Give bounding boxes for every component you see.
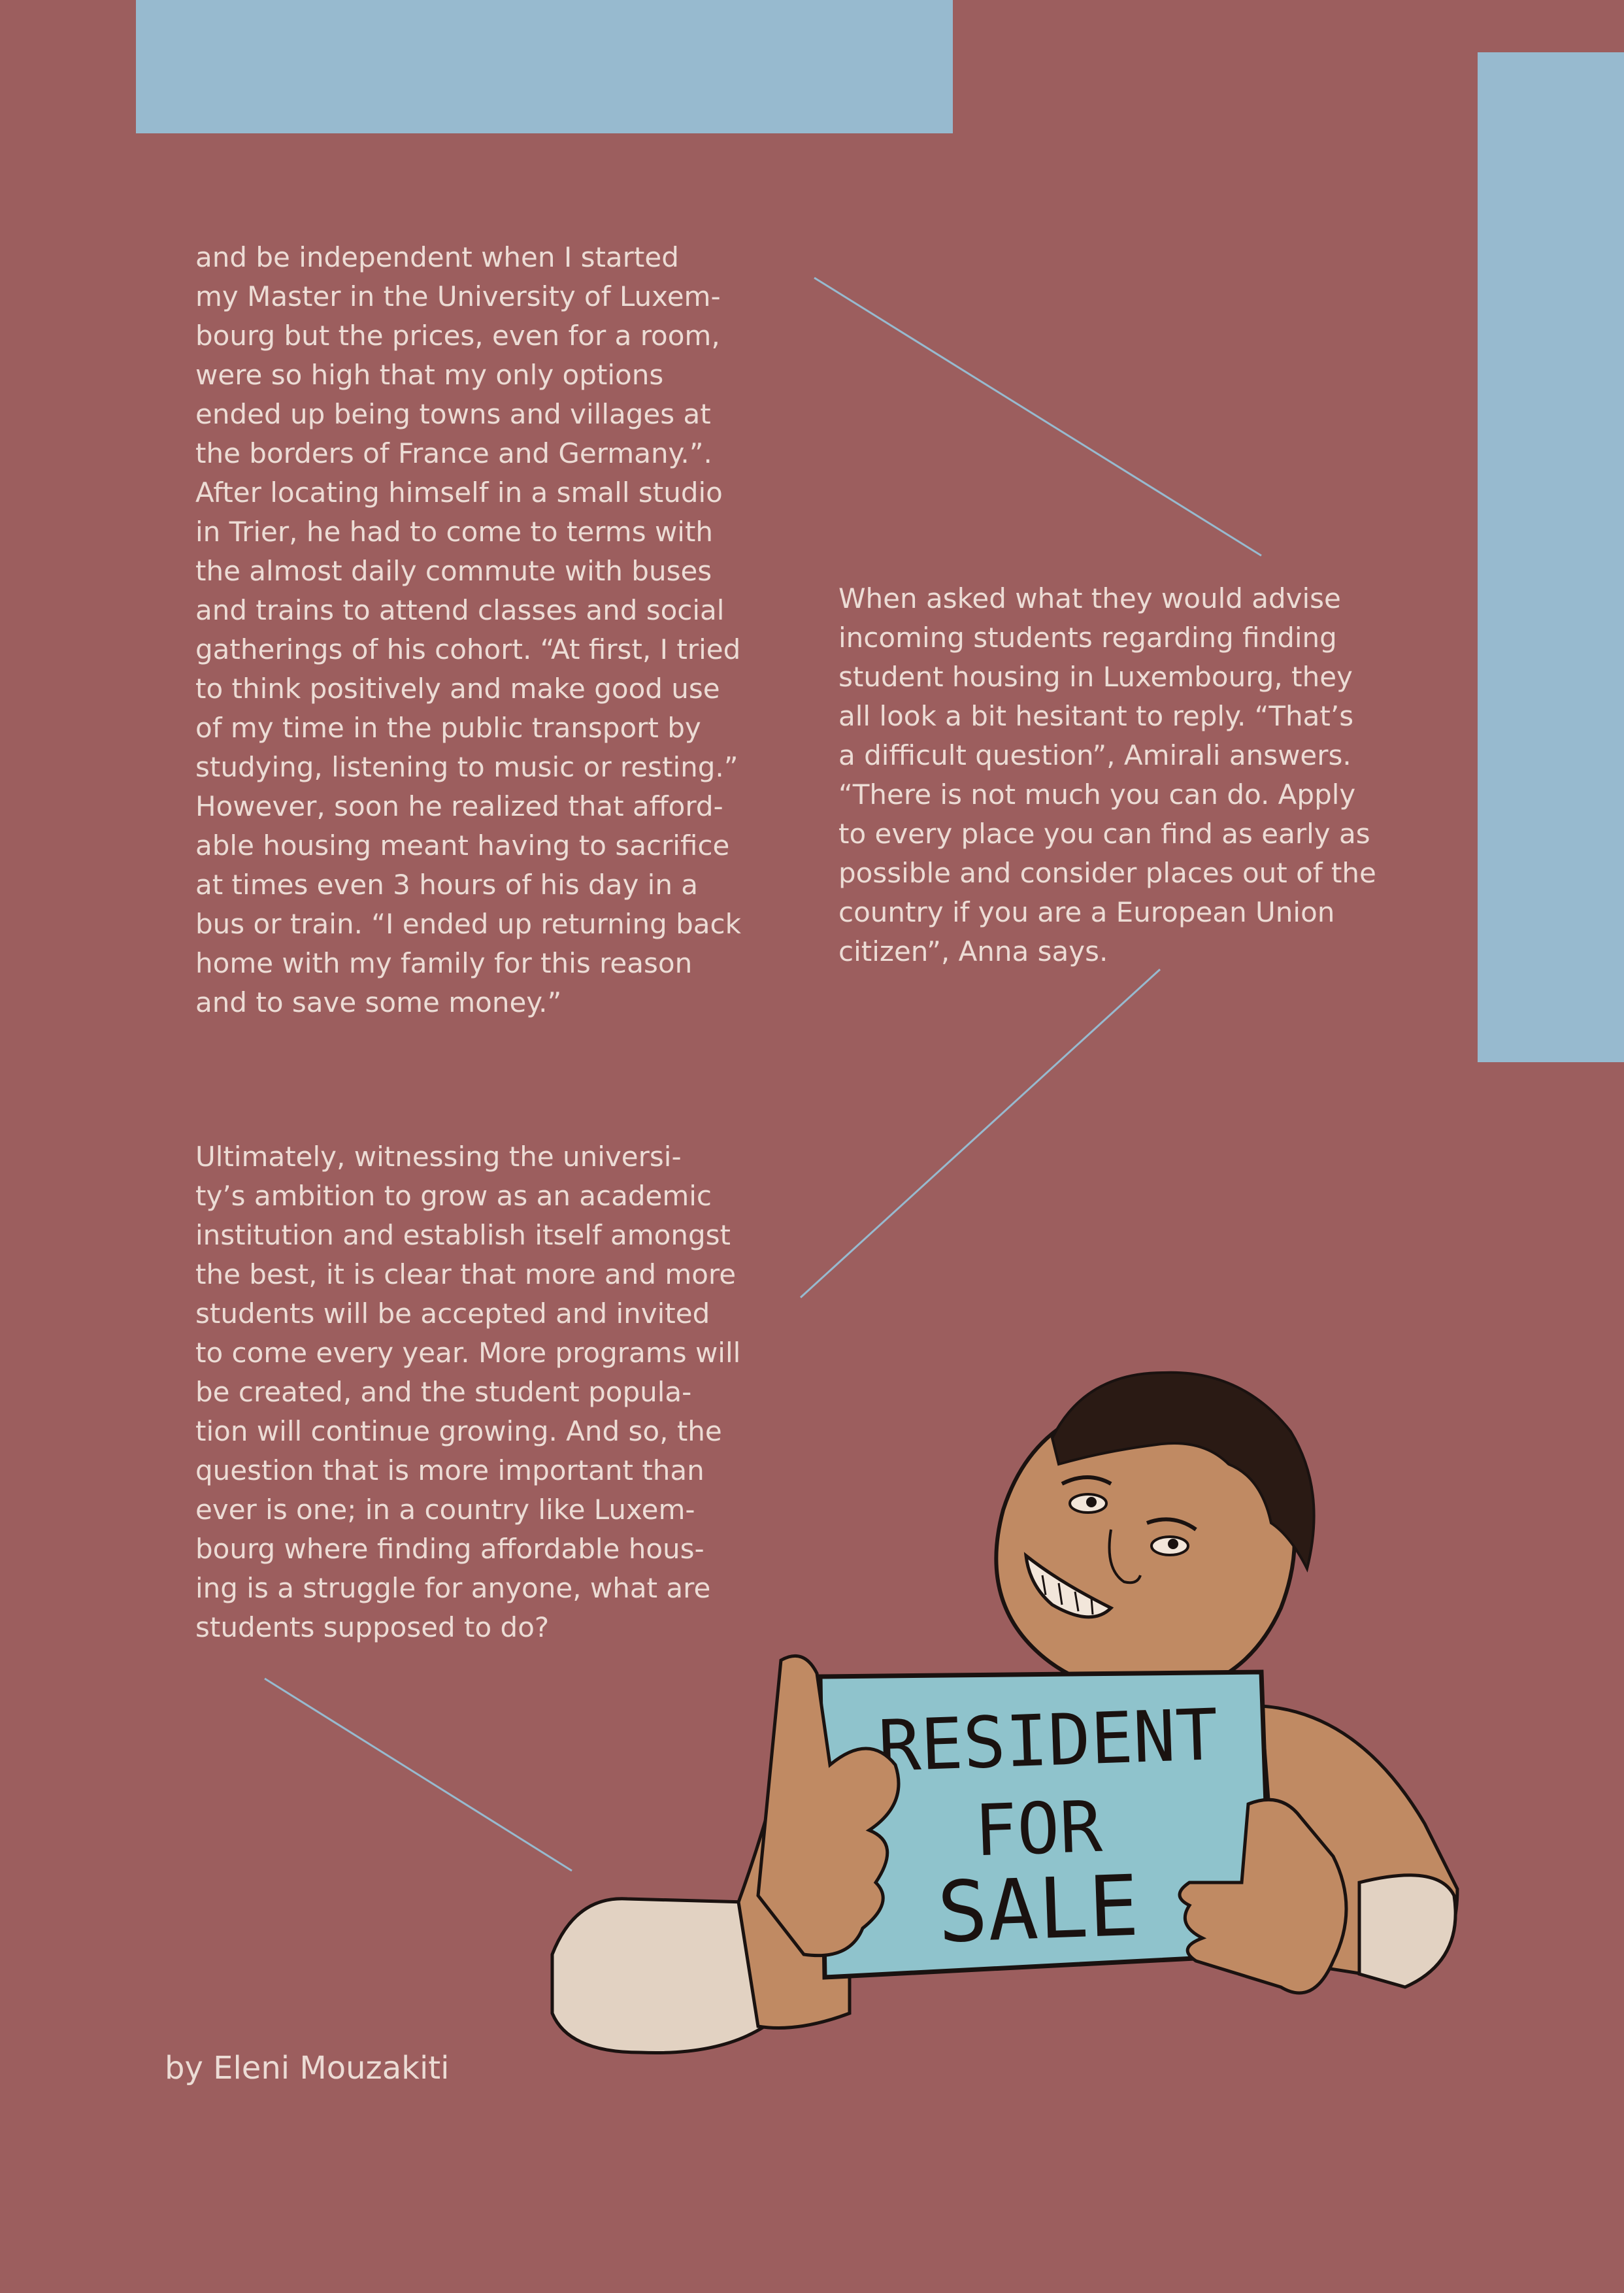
text-line: Ultimately, witnessing the universi- <box>195 1141 682 1173</box>
text-line: and to save some money.” <box>195 986 562 1018</box>
text-line: When asked what they would advise <box>838 582 1341 614</box>
text-line: the best, it is clear that more and more <box>195 1258 737 1290</box>
text-line: were so high that my only options <box>195 359 664 391</box>
text-line: gatherings of his cohort. “At first, I tried <box>195 633 741 665</box>
text-line: in Trier, he had to come to terms with <box>195 516 714 548</box>
text-line: students will be accepted and invited <box>195 1297 710 1330</box>
text-line: and trains to attend classes and social <box>195 594 725 626</box>
text-line: question that is more important than <box>195 1454 704 1486</box>
text-line: studying, listening to music or resting.” <box>195 751 738 783</box>
sleeve-right <box>1359 1875 1455 1987</box>
sign-line-3: SALE <box>935 1857 1141 1962</box>
text-line: bourg but the prices, even for a room, <box>195 320 720 352</box>
text-line: citizen”, Anna says. <box>838 935 1108 967</box>
text-line: at times even 3 hours of his day in a <box>195 869 699 901</box>
text-line: to think positively and make good use <box>195 673 720 705</box>
text-line: to every place you can find as early as <box>838 818 1370 850</box>
article-byline: by Eleni Mouzakiti <box>165 2050 450 2086</box>
text-line: incoming students regarding finding <box>838 622 1337 654</box>
text-line: However, soon he realized that afford- <box>195 790 723 822</box>
text-line: home with my family for this reason <box>195 947 693 979</box>
text-line: able housing meant having to sacrifice <box>195 829 730 862</box>
text-line: and be independent when I started <box>195 241 679 273</box>
text-line: “There is not much you can do. Apply <box>838 778 1356 811</box>
text-line: bourg where finding affordable hous- <box>195 1533 704 1565</box>
text-line: a difficult question”, Amirali answers. <box>838 739 1351 771</box>
text-line: ever is one; in a country like Luxem- <box>195 1494 695 1526</box>
text-line: to come every year. More programs will <box>195 1337 741 1369</box>
text-line: bus or train. “I ended up returning back <box>195 908 741 940</box>
sign-line-2: FOR <box>973 1786 1104 1873</box>
sign-line-1: RESIDENT <box>876 1694 1219 1788</box>
text-line: ty’s ambition to grow as an academic <box>195 1180 712 1212</box>
sleeve-left <box>552 1899 765 2053</box>
text-line: country if you are a European Union <box>838 896 1335 928</box>
text-line: the almost daily commute with buses <box>195 555 712 587</box>
text-line: institution and establish itself amongst <box>195 1219 731 1251</box>
text-line: student housing in Luxembourg, they <box>838 661 1353 693</box>
text-line: ended up being towns and villages at <box>195 398 711 430</box>
text-line: ing is a struggle for anyone, what are <box>195 1572 711 1604</box>
text-line: After locating himself in a small studio <box>195 477 723 509</box>
text-line: my Master in the University of Luxem- <box>195 280 721 312</box>
text-line: possible and consider places out of the <box>838 857 1376 889</box>
text-line: students supposed to do? <box>195 1611 550 1643</box>
text-line: the borders of France and Germany.”. <box>195 437 712 469</box>
text-line: tion will continue growing. And so, the <box>195 1415 722 1447</box>
text-line: all look a bit hesitant to reply. “That’s <box>838 700 1354 732</box>
text-line: of my time in the public transport by <box>195 712 701 744</box>
text-line: be created, and the student popula- <box>195 1376 692 1408</box>
